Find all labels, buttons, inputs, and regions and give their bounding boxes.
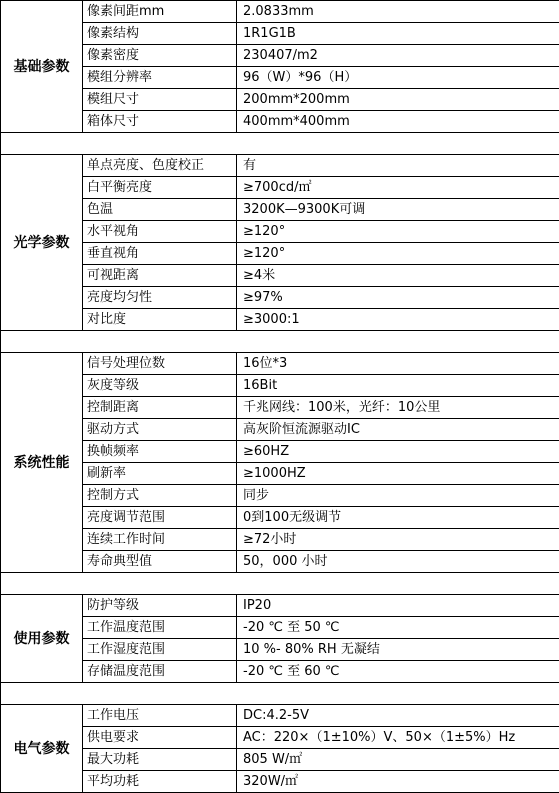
param-value: 200mm*200mm — [237, 89, 559, 111]
param-value: 230407/m2 — [237, 45, 559, 67]
spacer-cell — [1, 133, 559, 155]
param-value: 2.0833mm — [237, 1, 559, 23]
section-spacer — [1, 331, 559, 353]
param-name: 换帧频率 — [83, 441, 237, 463]
section-title: 电气参数 — [1, 705, 83, 793]
spacer-cell — [1, 683, 559, 705]
spec-row — [1, 463, 559, 485]
spacer-cell — [1, 331, 559, 353]
spec-row — [1, 265, 559, 287]
spec-row — [1, 287, 559, 309]
param-value: ≥97% — [237, 287, 559, 309]
param-value: 10 %- 80% RH 无凝结 — [237, 639, 559, 661]
param-value: 3200K—9300K可调 — [237, 199, 559, 221]
param-name: 平均功耗 — [83, 771, 237, 793]
section-spacer — [1, 133, 559, 155]
param-value: -20 ℃ 至 60 ℃ — [237, 661, 559, 683]
spec-row — [1, 177, 559, 199]
param-name: 模组尺寸 — [83, 89, 237, 111]
param-value: 320W/㎡ — [237, 771, 559, 793]
section-title: 使用参数 — [1, 595, 83, 683]
spec-row — [1, 639, 559, 661]
spec-row — [1, 727, 559, 749]
param-value: ≥3000:1 — [237, 309, 559, 331]
param-name: 单点亮度、色度校正 — [83, 155, 237, 177]
spec-row — [1, 441, 559, 463]
param-value: 96（W）*96（H） — [237, 67, 559, 89]
param-name: 色温 — [83, 199, 237, 221]
param-name: 寿命典型值 — [83, 551, 237, 573]
spec-row — [1, 67, 559, 89]
param-name: 模组分辨率 — [83, 67, 237, 89]
spec-row — [1, 507, 559, 529]
param-name: 最大功耗 — [83, 749, 237, 771]
param-name: 供电要求 — [83, 727, 237, 749]
param-value: 有 — [237, 155, 559, 177]
param-name: 可视距离 — [83, 265, 237, 287]
param-value: ≥1000HZ — [237, 463, 559, 485]
param-value: 16位*3 — [237, 353, 559, 375]
spec-row — [1, 353, 559, 375]
param-name: 信号处理位数 — [83, 353, 237, 375]
param-name: 像素密度 — [83, 45, 237, 67]
param-value: IP20 — [237, 595, 559, 617]
param-value: 805 W/㎡ — [237, 749, 559, 771]
section-spacer — [1, 683, 559, 705]
section-spacer — [1, 573, 559, 595]
param-name: 防护等级 — [83, 595, 237, 617]
param-value: 400mm*400mm — [237, 111, 559, 133]
spec-row — [1, 309, 559, 331]
param-value: AC：220×（1±10%）V、50×（1±5%）Hz — [237, 727, 559, 749]
spec-row — [1, 749, 559, 771]
param-name: 水平视角 — [83, 221, 237, 243]
spec-row — [1, 111, 559, 133]
spec-row — [1, 551, 559, 573]
section-title: 光学参数 — [1, 155, 83, 331]
param-value: ≥72小时 — [237, 529, 559, 551]
param-name: 亮度均匀性 — [83, 287, 237, 309]
spec-row — [1, 529, 559, 551]
param-value: 千兆网线：100米，光纤：10公里 — [237, 397, 559, 419]
param-name: 像素结构 — [83, 23, 237, 45]
param-name: 对比度 — [83, 309, 237, 331]
spec-row — [1, 45, 559, 67]
spec-row — [1, 23, 559, 45]
spacer-cell — [1, 573, 559, 595]
param-value: 同步 — [237, 485, 559, 507]
section-title: 系统性能 — [1, 353, 83, 573]
param-name: 刷新率 — [83, 463, 237, 485]
spec-row — [1, 617, 559, 639]
spec-row — [1, 705, 559, 727]
param-value: -20 ℃ 至 50 ℃ — [237, 617, 559, 639]
param-value: 高灰阶恒流源驱动IC — [237, 419, 559, 441]
param-name: 白平衡亮度 — [83, 177, 237, 199]
param-value: ≥120° — [237, 221, 559, 243]
spec-row — [1, 243, 559, 265]
param-value: ≥4米 — [237, 265, 559, 287]
param-name: 工作温度范围 — [83, 617, 237, 639]
param-name: 工作湿度范围 — [83, 639, 237, 661]
spec-row — [1, 375, 559, 397]
param-name: 亮度调节范围 — [83, 507, 237, 529]
spec-row — [1, 1, 559, 23]
spec-row — [1, 155, 559, 177]
spec-row — [1, 397, 559, 419]
spec-row — [1, 419, 559, 441]
param-value: ≥120° — [237, 243, 559, 265]
param-name: 驱动方式 — [83, 419, 237, 441]
param-name: 连续工作时间 — [83, 529, 237, 551]
spec-row — [1, 221, 559, 243]
param-name: 像素间距mm — [83, 1, 237, 23]
param-name: 箱体尺寸 — [83, 111, 237, 133]
spec-row — [1, 89, 559, 111]
spec-row — [1, 485, 559, 507]
section-title: 基础参数 — [1, 1, 83, 133]
param-value: DC:4.2-5V — [237, 705, 559, 727]
spec-row — [1, 199, 559, 221]
param-name: 工作电压 — [83, 705, 237, 727]
param-value: 1R1G1B — [237, 23, 559, 45]
param-value: 50，000 小时 — [237, 551, 559, 573]
param-value: ≥700cd/㎡ — [237, 177, 559, 199]
param-name: 垂直视角 — [83, 243, 237, 265]
param-name: 灰度等级 — [83, 375, 237, 397]
param-name: 存储温度范围 — [83, 661, 237, 683]
spec-row — [1, 595, 559, 617]
param-name: 控制方式 — [83, 485, 237, 507]
param-name: 控制距离 — [83, 397, 237, 419]
param-value: 16Bit — [237, 375, 559, 397]
param-value: 0到100无级调节 — [237, 507, 559, 529]
spec-row — [1, 661, 559, 683]
param-value: ≥60HZ — [237, 441, 559, 463]
spec-row — [1, 771, 559, 793]
